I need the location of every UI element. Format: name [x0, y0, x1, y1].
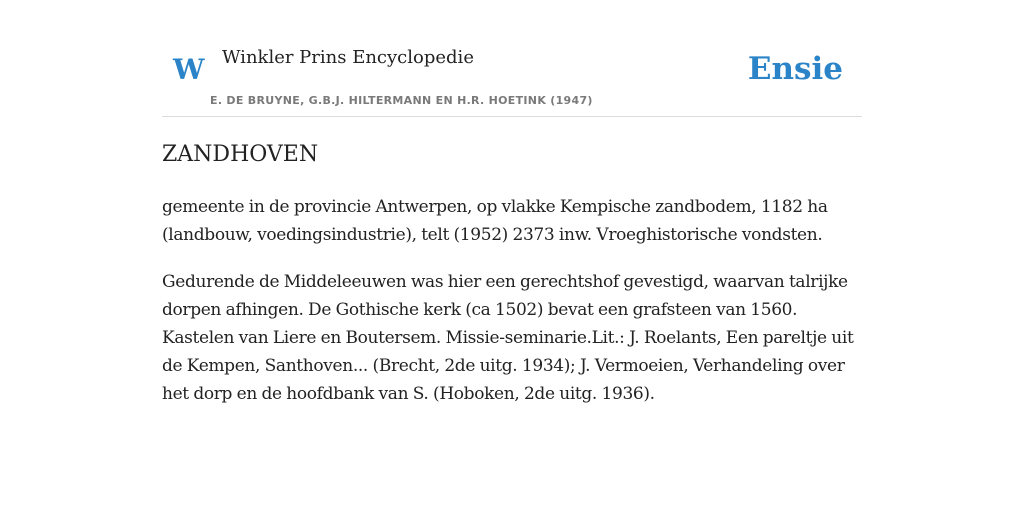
article-title: ZANDHOVEN [162, 142, 319, 167]
encyclopedia-authors: E. DE BRUYNE, G.B.J. HILTERMANN EN H.R. HOETINK (1947) [210, 94, 593, 107]
ensie-brand-link[interactable]: Ensie [747, 51, 843, 87]
encyclopedia-header [162, 0, 862, 117]
article-body [162, 141, 862, 408]
article-paragraph-2: Gedurende de Middeleeuwen was hier een gerechtshof gevestigd, waarvan talrijke dorpen afhingen. De Gothische kerk (ca 1502) bevat een grafsteen van 1560. Kastelen van Liere en Boutersem. Missie-seminarie.Lit.: J. Roelants, Een pareltje uit de Kempen, Santhoven... (Brecht, 2de uitg. 1934); J. Vermoeien, Verhandeling over het dorp en de hoofdbank van S. (Hoboken, 2de uitg. 1936). [162, 272, 854, 404]
encyclopedia-name[interactable]: Winkler Prins Encyclopedie [222, 47, 474, 68]
encyclopedia-logo: W [173, 53, 205, 86]
page-container [162, 0, 862, 408]
article-paragraph-1: gemeente in de provincie Antwerpen, op vlakke Kempische zandbodem, 1182 ha (landbouw, voedingsindustrie), telt (1952) 2373 inw. Vroeghistorische vondsten. [162, 197, 828, 245]
